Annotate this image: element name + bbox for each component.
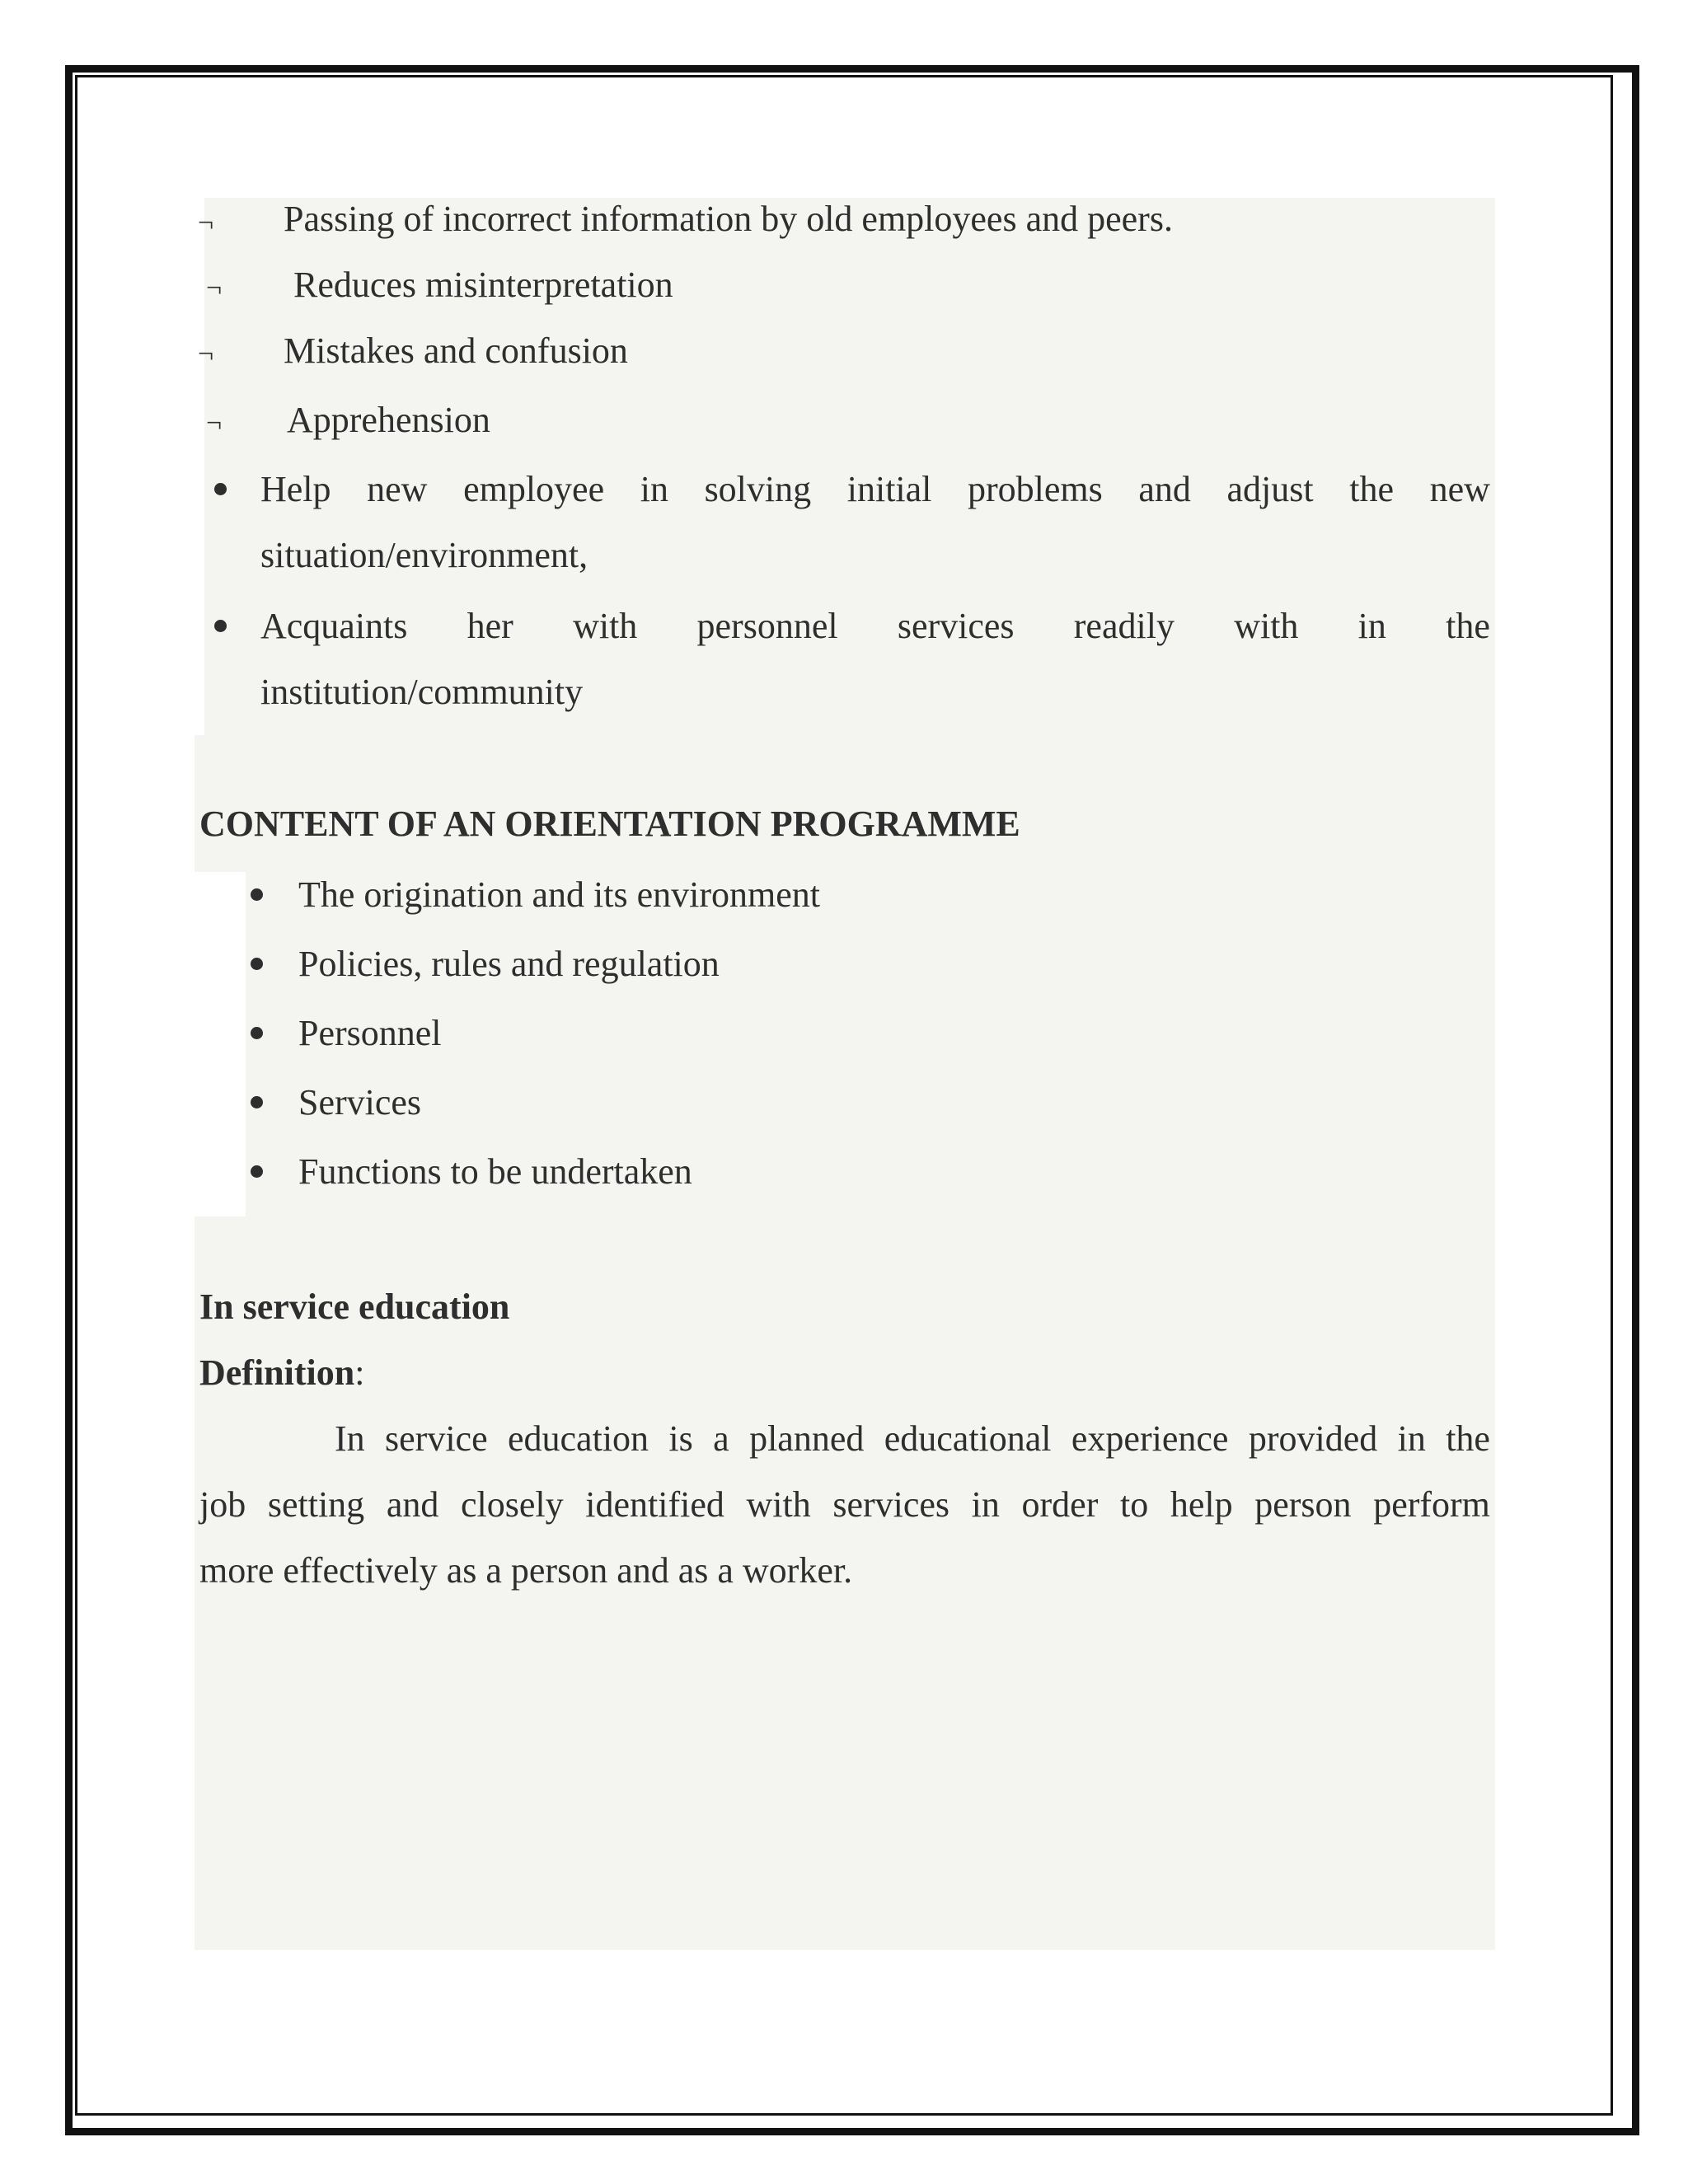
word: solving <box>704 469 812 509</box>
list-item: Mistakes and confusion <box>284 330 628 371</box>
bullet-icon <box>251 958 263 970</box>
definition-colon: : <box>354 1352 365 1393</box>
word: perform <box>1373 1484 1490 1525</box>
word: with <box>573 606 638 646</box>
bullet-icon <box>251 888 263 901</box>
not-sign-marker: ¬ <box>206 273 223 303</box>
word: initial <box>846 469 932 509</box>
word: her <box>467 606 513 646</box>
word: in <box>1357 606 1386 646</box>
list-item: Reduces misinterpretation <box>293 265 673 305</box>
not-sign-marker: ¬ <box>198 339 214 369</box>
list-item: Services <box>298 1082 422 1122</box>
word: in <box>1397 1418 1426 1459</box>
definition-paragraph-line: more effectively as a person and as a worker. <box>199 1550 853 1591</box>
definition-paragraph-line <box>199 1484 1490 1525</box>
word: is <box>668 1418 693 1459</box>
word: order <box>1021 1484 1099 1525</box>
bullet-paragraph-line: institution/community <box>260 672 584 712</box>
word: new <box>367 469 428 509</box>
word: and <box>1138 469 1191 509</box>
definition-label <box>199 1352 365 1393</box>
list-item: Functions to be undertaken <box>298 1151 692 1192</box>
list-item: Policies, rules and regulation <box>298 944 720 984</box>
list-item: Passing of incorrect information by old employees and peers. <box>284 199 1173 239</box>
word: In <box>335 1418 365 1459</box>
word: readily <box>1073 606 1175 646</box>
bullet-paragraph-line <box>260 608 1490 644</box>
word: to <box>1120 1484 1149 1525</box>
word: experience <box>1071 1418 1229 1459</box>
definition-paragraph-line <box>335 1418 1490 1459</box>
word: education <box>508 1418 649 1459</box>
word: a <box>713 1418 729 1459</box>
definition-label-text: Definition <box>199 1352 355 1393</box>
word: Help <box>260 469 331 509</box>
word: personnel <box>696 606 838 646</box>
word: help <box>1170 1484 1233 1525</box>
word: the <box>1349 469 1395 509</box>
list-item: Apprehension <box>287 400 490 440</box>
bullet-icon <box>214 483 227 495</box>
word: in <box>971 1484 1000 1525</box>
bullet-icon <box>251 1027 263 1039</box>
word: closely <box>460 1484 564 1525</box>
section-heading: CONTENT OF AN ORIENTATION PROGRAMME <box>199 804 1020 844</box>
word: person <box>1254 1484 1352 1525</box>
word: and <box>386 1484 439 1525</box>
word: identified <box>585 1484 724 1525</box>
word: planned <box>749 1418 865 1459</box>
highlight-gap <box>195 198 204 735</box>
word: employee <box>463 469 605 509</box>
word: the <box>1446 606 1490 646</box>
word: educational <box>884 1418 1052 1459</box>
not-sign-marker: ¬ <box>198 208 214 238</box>
word: service <box>385 1418 488 1459</box>
list-item: The origination and its environment <box>298 874 820 915</box>
bullet-icon <box>251 1165 263 1178</box>
word: services <box>832 1484 950 1525</box>
bullet-icon <box>214 620 227 632</box>
bullet-paragraph-line: situation/environment, <box>260 535 588 575</box>
bullet-icon <box>251 1096 263 1108</box>
list-item: Personnel <box>298 1013 442 1053</box>
word: provided <box>1248 1418 1378 1459</box>
bullet-paragraph-line <box>260 471 1490 508</box>
word: services <box>897 606 1015 646</box>
word: the <box>1446 1418 1490 1459</box>
word: setting <box>267 1484 365 1525</box>
word: adjust <box>1226 469 1314 509</box>
word: in <box>640 469 668 509</box>
not-sign-marker: ¬ <box>206 408 223 438</box>
word: job <box>199 1484 246 1525</box>
word: new <box>1429 469 1490 509</box>
word: with <box>1234 606 1299 646</box>
word: problems <box>968 469 1103 509</box>
word: with <box>746 1484 811 1525</box>
word: Acquaints <box>260 606 408 646</box>
subsection-heading: In service education <box>199 1286 510 1327</box>
